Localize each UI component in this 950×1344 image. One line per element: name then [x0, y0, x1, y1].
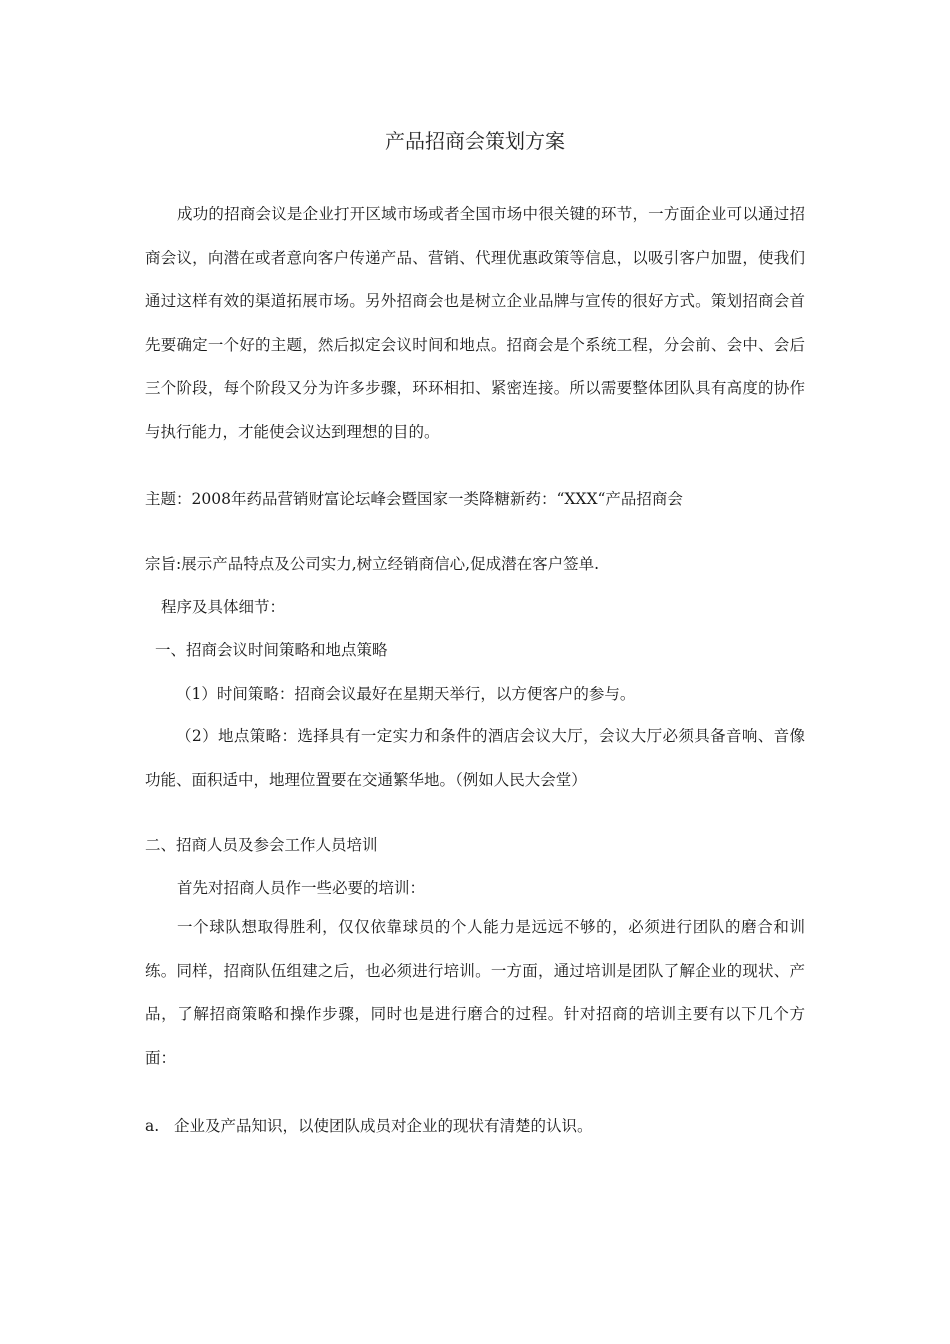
section2-item-a: a. 企业及产品知识，以使团队成员对企业的现状有清楚的认识。	[145, 1117, 593, 1135]
section1-heading: 一、招商会议时间策略和地点策略	[155, 641, 388, 659]
section2-heading: 二、招商人员及参会工作人员培训	[145, 836, 378, 854]
section2-body: 一个球队想取得胜利，仅仅依靠球员的个人能力是远远不够的，必须进行团队的磨合和训练。同样，招商队伍组建之后，也必须进行培训。一方面，通过培训是团队了解企业的现状、产品，了解招商策略和操作步骤，同时也是进行磨合的过程。针对招商的培训主要有以下几个方面：	[145, 918, 805, 1067]
purpose-line: 宗旨:展示产品特点及公司实力,树立经销商信心,促成潜在客户签单.	[145, 555, 600, 573]
section2-lead: 首先对招商人员作一些必要的培训：	[177, 879, 426, 897]
section1-item2: （2）地点策略：选择具有一定实力和条件的酒店会议大厅，会议大厅必须具备音响、音像功能、面积适中，地理位置要在交通繁华地。（例如人民大会堂）	[145, 727, 805, 789]
document-title: 产品招商会策划方案	[385, 129, 565, 153]
procedure-heading: 程序及具体细节：	[161, 598, 286, 616]
section1-item1: （1）时间策略：招商会议最好在星期天举行，以方便客户的参与。	[176, 685, 636, 703]
intro-paragraph: 成功的招商会议是企业打开区域市场或者全国市场中很关键的环节，一方面企业可以通过招商会议，向潜在或者意向客户传递产品、营销、代理优惠政策等信息，以吸引客户加盟，使我们通过这样有效的渠道拓展市场。另外招商会也是树立企业品牌与宣传的很好方式。策划招商会首先要确定一个好的主题，然后拟定会议时间和地点。招商会是个系统工程，分会前、会中、会后三个阶段，每个阶段又分为许多步骤，环环相扣、紧密连接。所以需要整体团队具有高度的协作与执行能力，才能使会议达到理想的目的。	[145, 205, 805, 441]
theme-line: 主题：2008年药品营销财富论坛峰会暨国家一类降糖新药：“XXX“产品招商会	[145, 490, 683, 508]
